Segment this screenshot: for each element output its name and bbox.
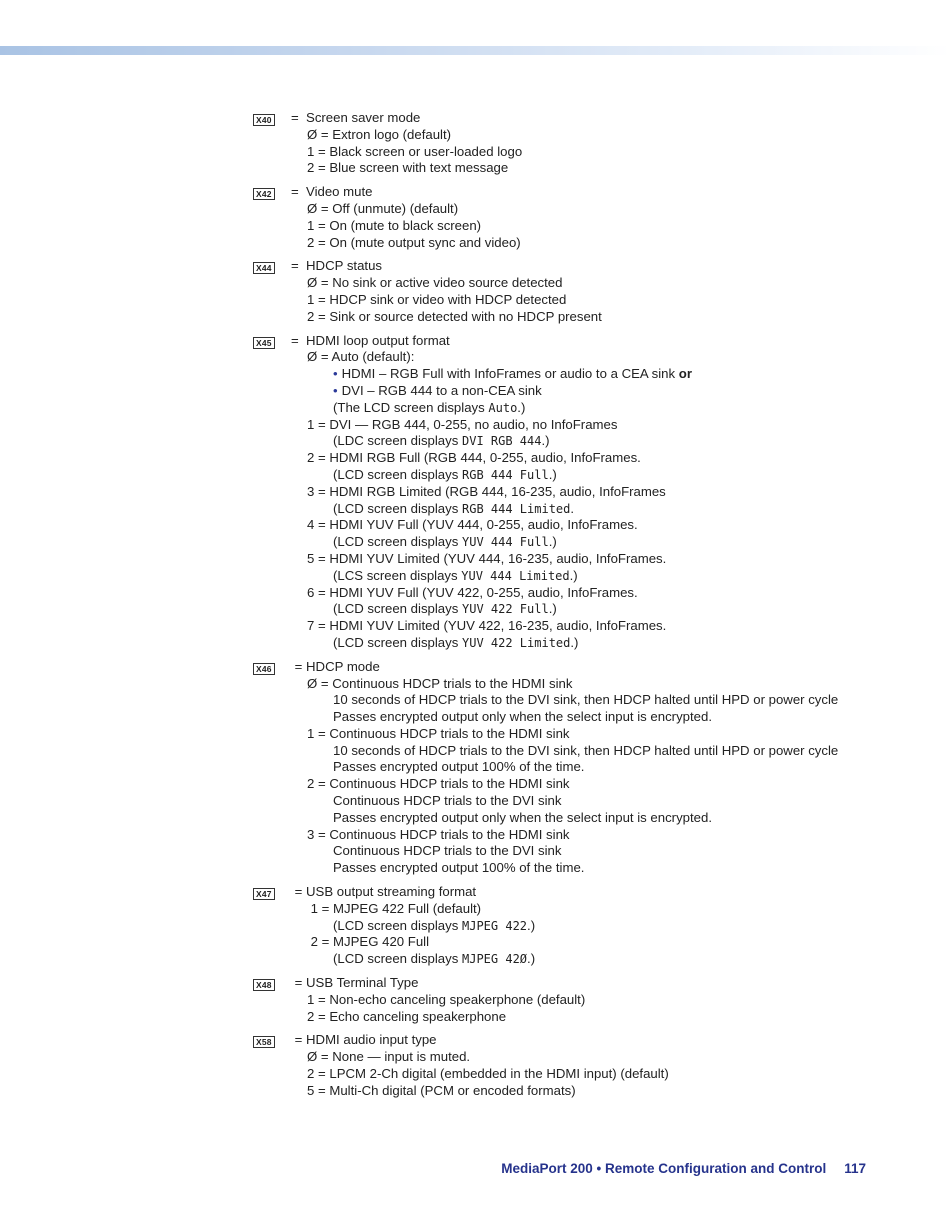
value-suffix: .) [527,951,536,967]
value-suffix: . [570,500,575,516]
value-line [253,726,933,743]
value-text: 3 = Continuous HDCP trials to the HDMI sink [307,826,570,842]
value-text: 5 = Multi-Ch digital (PCM or encoded formats) [307,1082,576,1098]
value-text: Ø = No sink or active video source detected [307,275,563,291]
value-line [253,501,933,518]
value-text: 1 = Non-echo canceling speakerphone (default) [307,991,586,1007]
value-line [253,144,933,161]
value-line [253,275,933,292]
value-line [253,160,933,177]
value-text: 1 = Continuous HDCP trials to the HDMI sink [307,725,570,741]
parameter-title: = HDCP mode [291,658,380,674]
value-text: Passes encrypted output 100% of the time. [333,759,585,775]
parameter-section [253,258,933,325]
value-line [253,1066,933,1083]
variable-tag: X58 [253,1036,275,1048]
parameter-title: = HDCP status [291,258,383,274]
value-text: 2 = HDMI RGB Full (RGB 444, 0-255, audio, InfoFrames. [307,450,641,466]
value-suffix: .) [548,466,557,482]
variable-tag: X47 [253,888,275,900]
value-line [253,992,933,1009]
parameter-section [253,1032,933,1099]
value-text: 6 = HDMI YUV Full (YUV 422, 0-255, audio, InfoFrames. [307,584,638,600]
lcd-display-text: RGB 444 Full [462,467,549,482]
parameter-title: = HDMI loop output format [291,332,450,348]
value-line [253,349,933,366]
value-line [253,759,933,776]
value-text: 1 = DVI — RGB 444, 0-255, no audio, no InfoFrames [307,416,618,432]
value-text: 3 = HDMI RGB Limited (RGB 444, 16-235, audio, InfoFrames [307,483,666,499]
value-line [253,843,933,860]
value-line [253,568,933,585]
value-text: Continuous HDCP trials to the DVI sink [333,843,562,859]
value-line [253,901,933,918]
value-line [253,692,933,709]
value-text: Ø = Extron logo (default) [307,126,452,142]
value-line [253,467,933,484]
value-line [253,383,933,400]
value-suffix: .) [541,433,550,449]
parameter-title: = USB Terminal Type [291,975,419,991]
value-suffix: .) [570,634,579,650]
value-text: (LCD screen displays [333,601,462,617]
page-footer [501,1161,866,1176]
value-line [253,810,933,827]
parameter-list [253,110,933,1107]
lcd-display-text: MJPEG 42Ø [462,952,528,967]
value-line [253,201,933,218]
value-line [253,601,933,618]
value-line [253,827,933,844]
value-line [253,585,933,602]
value-line [253,1083,933,1100]
value-text: (LCD screen displays [333,951,462,967]
page-number: 117 [844,1161,866,1176]
bullet-icon: • [333,382,338,398]
value-text: 4 = HDMI YUV Full (YUV 444, 0-255, audio, InfoFrames. [307,517,638,533]
lcd-display-text: YUV 422 Limited [462,635,571,650]
value-suffix: .) [548,601,557,617]
value-text: 2 = On (mute output sync and video) [307,234,521,250]
value-text: 2 = Continuous HDCP trials to the HDMI sink [307,776,570,792]
value-line [253,534,933,551]
value-line [253,517,933,534]
value-line [253,743,933,760]
value-text: (The LCD screen displays [333,399,489,415]
value-suffix: .) [569,567,578,583]
value-line [253,676,933,693]
value-text: 2 = Blue screen with text message [307,160,509,176]
value-line [253,235,933,252]
parameter-section [253,184,933,251]
value-text: Passes encrypted output only when the select input is encrypted. [333,809,712,825]
value-line [253,918,933,935]
value-text: 10 seconds of HDCP trials to the DVI sink, then HDCP halted until HPD or power cycle [333,742,839,758]
value-line [253,309,933,326]
parameter-title: = Screen saver mode [291,110,421,125]
value-text: HDMI – RGB Full with InfoFrames or audio to a CEA sink [341,366,679,382]
value-text: DVI – RGB 444 to a non-CEA sink [341,382,542,398]
parameter-section [253,659,933,877]
value-line [253,551,933,568]
value-line [253,793,933,810]
lcd-display-text: YUV 444 Limited [461,568,570,583]
value-text: 5 = HDMI YUV Limited (YUV 444, 16-235, audio, InfoFrames. [307,550,667,566]
value-text: 10 seconds of HDCP trials to the DVI sink, then HDCP halted until HPD or power cycle [333,692,839,708]
value-suffix: .) [517,399,526,415]
value-text: (LCD screen displays [333,634,462,650]
value-text: 7 = HDMI YUV Limited (YUV 422, 16-235, audio, InfoFrames. [307,618,667,634]
lcd-display-text: Auto [488,400,518,415]
parameter-section [253,333,933,652]
variable-tag: X42 [253,188,275,200]
value-line [253,934,933,951]
value-line [253,618,933,635]
value-line [253,1009,933,1026]
value-text: (LDC screen displays [333,433,462,449]
value-text: Continuous HDCP trials to the DVI sink [333,793,562,809]
value-line [253,484,933,501]
value-line [253,400,933,417]
value-text: Ø = Auto (default): [307,349,415,365]
value-text: Ø = Continuous HDCP trials to the HDMI sink [307,675,573,691]
value-text: Ø = None — input is muted. [307,1049,471,1065]
value-text: 2 = Echo canceling speakerphone [307,1008,507,1024]
parameter-section [253,110,933,177]
variable-tag: X44 [253,262,275,274]
variable-tag: X48 [253,979,275,991]
value-suffix: .) [548,534,557,550]
value-text: (LCS screen displays [333,567,462,583]
value-line [253,776,933,793]
value-line [253,292,933,309]
parameter-section [253,884,933,968]
parameter-title: = HDMI audio input type [291,1032,437,1048]
value-line [253,450,933,467]
value-line [253,127,933,144]
value-line [253,635,933,652]
lcd-display-text: DVI RGB 444 [462,434,542,449]
value-text: (LCD screen displays [333,534,462,550]
variable-tag: X45 [253,337,275,349]
value-line [253,860,933,877]
value-text: (LCD screen displays [333,917,462,933]
value-line [253,218,933,235]
value-text: (LCD screen displays [333,500,462,516]
value-line [253,1049,933,1066]
value-text: 2 = Sink or source detected with no HDCP present [307,308,602,324]
value-text: 1 = MJPEG 422 Full (default) [307,900,482,916]
value-line [253,417,933,434]
value-text: 1 = HDCP sink or video with HDCP detected [307,291,567,307]
value-line [253,366,933,383]
value-text: 2 = LPCM 2-Ch digital (embedded in the HDMI input) (default) [307,1066,669,1082]
parameter-title: = Video mute [291,184,373,200]
variable-tag: X40 [253,114,275,126]
header-band [0,46,950,55]
footer-title: MediaPort 200 • Remote Configuration and Control [501,1161,827,1176]
value-line [253,709,933,726]
value-line [253,433,933,450]
value-emphasis: or [678,366,692,382]
lcd-display-text: YUV 444 Full [462,535,549,550]
bullet-icon: • [333,366,338,382]
value-suffix: .) [527,917,536,933]
value-text: 1 = Black screen or user-loaded logo [307,143,523,159]
parameter-title: = USB output streaming format [291,884,477,900]
value-text: Passes encrypted output 100% of the time. [333,860,585,876]
lcd-display-text: MJPEG 422 [462,918,528,933]
value-line [253,951,933,968]
lcd-display-text: YUV 422 Full [462,602,549,617]
value-text: Ø = Off (unmute) (default) [307,200,459,216]
value-text: Passes encrypted output only when the select input is encrypted. [333,709,712,725]
variable-tag: X46 [253,663,275,675]
parameter-section [253,975,933,1025]
value-text: 1 = On (mute to black screen) [307,217,482,233]
value-text: (LCD screen displays [333,466,462,482]
lcd-display-text: RGB 444 Limited [462,501,571,516]
value-text: 2 = MJPEG 420 Full [307,934,430,950]
